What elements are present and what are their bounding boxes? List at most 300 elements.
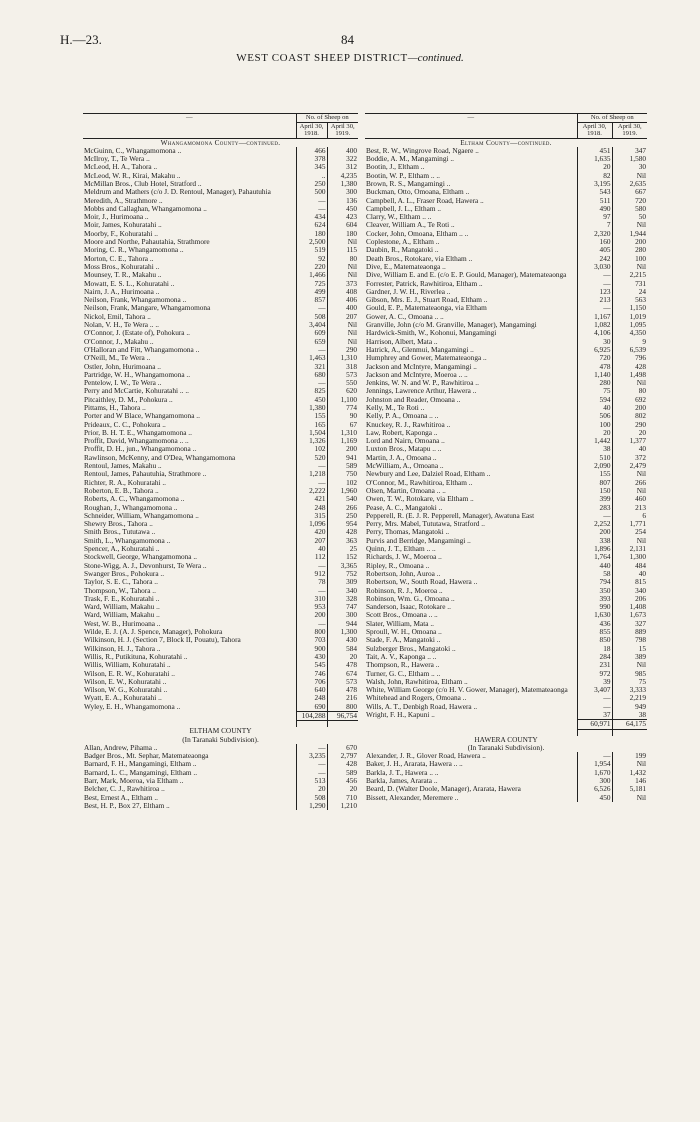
sheep-1919: 15	[612, 645, 647, 653]
owner-name: Pentelow, I. W., Te Wera ..	[84, 379, 162, 388]
sheep-1918: 609	[296, 329, 327, 337]
table-row	[83, 769, 358, 777]
owner-name: Rawlinson, McKenny, and O'Dea, Whangamomona	[84, 453, 236, 462]
table-row	[365, 354, 647, 362]
county-subheading-text: (In Taranaki Subdivision).	[182, 735, 259, 744]
owner-name: Richter, R. A., Kohuratahi ..	[84, 478, 166, 487]
table-row	[83, 172, 358, 180]
owner-name: White, William George (c/o H. V. Gower, Manager), Matemateaonga	[366, 686, 568, 695]
sheep-1919: 40	[612, 570, 647, 578]
sheep-1918: —	[296, 304, 327, 312]
sheep-1918: 478	[577, 363, 612, 371]
table-row	[365, 670, 647, 678]
sheep-1918: 506	[577, 412, 612, 420]
sheep-1919: 389	[612, 653, 647, 661]
table-row	[83, 288, 358, 296]
owner-name: Willis, William, Kohuratahi ..	[84, 661, 171, 670]
sheep-1919: Nil	[612, 537, 647, 545]
sheep-1918: —	[296, 769, 327, 777]
owner-name: Law, Robert, Kaponga ..	[366, 428, 438, 437]
sheep-1919: 6	[612, 512, 647, 520]
sheep-1918: 513	[296, 777, 327, 785]
year-1918-header: April 30, 1918.	[296, 122, 327, 138]
table-row	[83, 213, 358, 221]
table-row	[83, 346, 358, 354]
owner-name: Ripley, R., Omoana ..	[366, 561, 430, 570]
sheep-1918: 972	[577, 670, 612, 678]
sheep-1918: 200	[296, 611, 327, 619]
table-row	[365, 271, 647, 279]
table-row	[365, 628, 647, 636]
sheep-1919: 30	[612, 163, 647, 171]
sheep-1919: Nil	[612, 379, 647, 387]
sheep-1919: 207	[327, 313, 358, 321]
sheep-1919: 589	[327, 462, 358, 470]
owner-name: Barkla, James, Ararata ..	[366, 777, 438, 786]
sheep-1918: 746	[296, 670, 327, 678]
sheep-1919: 430	[327, 636, 358, 644]
sheep-1918: 284	[577, 653, 612, 661]
table-row	[365, 462, 647, 470]
title-main: WEST COAST SHEEP DISTRICT	[236, 52, 408, 64]
page-title	[0, 52, 700, 64]
sheep-1919: 478	[327, 686, 358, 694]
table-row	[365, 587, 647, 595]
sheep-1919: Nil	[327, 238, 358, 246]
table-row	[365, 288, 647, 296]
table-row	[83, 678, 358, 686]
sheep-1918: 20	[577, 163, 612, 171]
sheep-1918: 123	[577, 288, 612, 296]
sheep-1919: 815	[612, 578, 647, 586]
owner-name: Purvis and Berridge, Mangamingi ..	[366, 536, 471, 545]
sheep-1919: 954	[327, 520, 358, 528]
sheep-1918: 543	[577, 188, 612, 196]
sheep-1918: 78	[296, 578, 327, 586]
sheep-1919: 1,169	[327, 437, 358, 445]
table-row	[83, 197, 358, 205]
table-row	[83, 188, 358, 196]
sheep-1919: Nil	[612, 470, 647, 478]
table-row	[83, 379, 358, 387]
sheep-1918: 2,500	[296, 238, 327, 246]
table-row	[365, 661, 647, 669]
sheep-1919: 2,479	[612, 462, 647, 470]
sheep-1918: 1,290	[296, 802, 327, 810]
owner-name: Kelly, M., Te Roti ..	[366, 404, 425, 412]
table-row	[365, 760, 647, 768]
table-row	[83, 504, 358, 512]
sheep-1919: 1,432	[612, 769, 647, 777]
sheep-1919: 206	[612, 595, 647, 603]
sheep-1919: 941	[327, 454, 358, 462]
owner-name: O'Connor, J., Makahu ..	[84, 337, 154, 346]
sheep-1918: 321	[296, 363, 327, 371]
table-row	[365, 371, 647, 379]
sheep-1919: Nil	[612, 794, 647, 802]
owner-name: Spencer, A., Kohuratahi ..	[84, 545, 160, 554]
sheep-1918: 165	[296, 421, 327, 429]
table-row	[365, 238, 647, 246]
table-row	[83, 321, 358, 329]
total-label	[365, 720, 577, 729]
table-row	[83, 429, 358, 437]
sheep-1918: 100	[577, 421, 612, 429]
sheep-1918: 1,140	[577, 371, 612, 379]
owner-name: Gibson, Mrs. E. J., Stuart Road, Eltham ..	[366, 296, 488, 305]
owner-name: Buckman, Otto, Omoana, Eltham ..	[366, 188, 470, 197]
sheep-1918: 490	[577, 205, 612, 213]
sheep-1919: 20	[612, 429, 647, 437]
sheep-count-header: No. of Sheep on	[296, 114, 358, 123]
table-row	[365, 379, 647, 387]
county-subheading	[83, 736, 358, 744]
owner-name: Perry, Thomas, Mangatoki ..	[366, 528, 450, 537]
owner-name: Pease, A. C., Mangatoki ..	[366, 503, 443, 512]
sheep-1919: 290	[612, 421, 647, 429]
sheep-1919: 300	[327, 611, 358, 619]
table-row	[365, 636, 647, 644]
right-column-table	[365, 113, 647, 802]
table-row	[83, 263, 358, 271]
sheep-1918: 1,167	[577, 313, 612, 321]
owner-name: Pittams, H., Tahora ..	[84, 404, 146, 412]
year-1919-header: April 30, 1919.	[612, 122, 647, 138]
sheep-1919: 3,365	[327, 562, 358, 570]
sheep-1919: 400	[327, 147, 358, 155]
sheep-1919: 200	[612, 404, 647, 412]
table-row	[83, 794, 358, 802]
sheep-1919: 312	[327, 163, 358, 171]
owner-name: Hardwick-Smith, W., Kohonui, Mangamingi	[366, 329, 497, 338]
table-row	[83, 587, 358, 595]
sheep-1918: 1,082	[577, 321, 612, 329]
owner-name: Robinson, R. J., Moeroa ..	[366, 586, 443, 595]
sheep-1918: 350	[577, 587, 612, 595]
section-heading-text: Eltham County—continued.	[460, 138, 552, 147]
table-row	[365, 686, 647, 694]
sheep-1919: 1,580	[612, 155, 647, 163]
sheep-1919: 1,310	[327, 354, 358, 362]
sheep-1918: 794	[577, 578, 612, 586]
table-row	[365, 703, 647, 711]
owner-name: Wyatt, E. A., Kohuratahi ..	[84, 694, 162, 703]
sheep-1919: 100	[612, 255, 647, 263]
table-row	[83, 487, 358, 495]
table-row	[83, 412, 358, 420]
sheep-1919: 796	[612, 354, 647, 362]
owner-name: Trask, F. E., Kohuratahi ..	[84, 594, 160, 603]
table-row	[83, 760, 358, 768]
owner-name: Sulzberger Bros., Mangatoki ..	[366, 644, 456, 653]
owner-name: Beard, D. (Walter Doole, Manager), Ararata, Hawera	[366, 785, 521, 794]
sheep-1918: 500	[296, 188, 327, 196]
sheep-1918: 3,235	[296, 752, 327, 760]
sheep-1918: 807	[577, 479, 612, 487]
table-row	[365, 645, 647, 653]
owner-name: Moss Bros., Kohuratahi ..	[84, 262, 160, 271]
sheep-1918: 1,954	[577, 760, 612, 768]
owner-name: Robertson, John, Auroa ..	[366, 569, 441, 578]
sheep-1918: 1,764	[577, 553, 612, 561]
sheep-1918: ..	[296, 172, 327, 180]
owner-name: Pepperell, R. (E. J. R. Pepperell, Manager), Awatuna East	[366, 511, 535, 520]
sheep-1918: —	[296, 744, 327, 752]
page-reference: H.—23.	[60, 32, 102, 47]
owner-name: Dive, E., Matemateaonga ..	[366, 262, 446, 271]
owner-name: Best, Ernest A., Eltham ..	[84, 793, 158, 802]
sheep-1918: 6,526	[577, 785, 612, 793]
sheep-1918: —	[577, 703, 612, 711]
table-row	[83, 537, 358, 545]
sheep-1919: 372	[612, 454, 647, 462]
table-row	[83, 694, 358, 702]
table-row	[83, 437, 358, 445]
table-row	[365, 205, 647, 213]
sheep-1918: 850	[577, 636, 612, 644]
sheep-1919: 589	[327, 769, 358, 777]
sheep-1919: 674	[327, 670, 358, 678]
sheep-1918: 2,320	[577, 230, 612, 238]
sheep-1918: 706	[296, 678, 327, 686]
table-row	[365, 611, 647, 619]
owner-name: Coplestone, A., Eltham ..	[366, 238, 440, 247]
sheep-1919: 1,310	[327, 429, 358, 437]
owner-name: Jackson and McIntyre, Mangamingi ..	[366, 362, 477, 371]
sheep-1919: 798	[612, 636, 647, 644]
sheep-1919: 1,019	[612, 313, 647, 321]
owner-name: Moir, James, Kohuratahi ..	[84, 221, 162, 230]
table-row	[83, 470, 358, 478]
table-row	[83, 155, 358, 163]
sheep-1919: 213	[612, 504, 647, 512]
sheep-1919: 300	[327, 188, 358, 196]
sheep-1918: 508	[296, 313, 327, 321]
owner-name: Slater, William, Mata ..	[366, 619, 434, 628]
table-row	[83, 230, 358, 238]
sheep-1919: 24	[612, 288, 647, 296]
owner-name: Barnard, L. C., Mangamingi, Eltham ..	[84, 768, 198, 777]
sheep-1919: Nil	[327, 271, 358, 279]
total-1918: 104,288	[296, 711, 327, 720]
table-row	[83, 180, 358, 188]
sheep-1919: 50	[612, 213, 647, 221]
sheep-1918: 466	[296, 147, 327, 155]
sheep-1918: 420	[296, 528, 327, 536]
sheep-1919: 478	[327, 661, 358, 669]
left-column-table	[83, 113, 358, 810]
section-heading	[365, 138, 647, 147]
owner-name: Barkla, J. T., Hawera .. ..	[366, 768, 439, 777]
owner-name: Swanger Bros., Pohokura ..	[84, 569, 165, 578]
owner-name: Dive, William E. and E. (c/o E. P. Gould, Manager), Matemateaonga	[366, 271, 567, 280]
sheep-1918: 499	[296, 288, 327, 296]
table-row	[83, 313, 358, 321]
sheep-1918: 18	[577, 645, 612, 653]
total-row	[83, 711, 358, 720]
owner-name: Walsh, John, Rawhitiroa, Eltham ..	[366, 677, 468, 686]
sheep-1919: 327	[612, 620, 647, 628]
sheep-1918: 1,670	[577, 769, 612, 777]
sheep-1918: 102	[296, 445, 327, 453]
sheep-1919: 254	[612, 528, 647, 536]
sheep-1919: 1,960	[327, 487, 358, 495]
sheep-1918: 1,630	[577, 611, 612, 619]
sheep-1918: 1,466	[296, 271, 327, 279]
sheep-1919: 670	[327, 744, 358, 752]
owner-name: Robertson, W., South Road, Hawera ..	[366, 578, 478, 587]
owner-name: McLeod, H. A., Tahora ..	[84, 163, 158, 172]
table-row	[83, 238, 358, 246]
owner-name: Robinson, Wm. G., Omoana ..	[366, 594, 455, 603]
table-row	[365, 304, 647, 312]
sheep-1918: 1,504	[296, 429, 327, 437]
sheep-1918: 4,106	[577, 329, 612, 337]
table-row	[365, 221, 647, 229]
sheep-1918: 220	[296, 263, 327, 271]
sheep-1918: 92	[296, 255, 327, 263]
table-row	[365, 263, 647, 271]
sheep-1918: —	[577, 271, 612, 279]
sheep-1919: 322	[327, 155, 358, 163]
sheep-1919: 180	[327, 230, 358, 238]
owner-name: Nairn, J. A., Hurimoana ..	[84, 287, 160, 296]
owner-name: Best, R. W., Wingrove Road, Ngaere ..	[366, 146, 479, 155]
table-row	[83, 777, 358, 785]
owner-name: Schneider, William, Whangamomona ..	[84, 511, 199, 520]
sheep-1919: 38	[612, 711, 647, 720]
sheep-1918: 825	[296, 387, 327, 395]
owner-name: Bootin, J., Eltham ..	[366, 163, 425, 172]
table-row	[83, 280, 358, 288]
table-row	[365, 172, 647, 180]
sheep-1919: 200	[327, 445, 358, 453]
sheep-1919: 5,181	[612, 785, 647, 793]
sheep-1918: 519	[296, 246, 327, 254]
table-row	[365, 620, 647, 628]
table-row	[365, 487, 647, 495]
owner-name: Bissett, Alexander, Meremere ..	[366, 793, 459, 802]
sheep-1918: 58	[577, 570, 612, 578]
sheep-1918: 855	[577, 628, 612, 636]
owner-name: Partridge, W. H., Whangamomona ..	[84, 370, 191, 379]
sheep-1919: 80	[327, 255, 358, 263]
owner-name: Smith Bros., Tututawa ..	[84, 528, 156, 537]
sheep-1919: 573	[327, 371, 358, 379]
county-heading	[365, 736, 647, 744]
sheep-1919: 2,131	[612, 545, 647, 553]
owner-name: Shewry Bros., Tahora ..	[84, 520, 153, 529]
sheep-1919: Nil	[612, 661, 647, 669]
sheep-1918: —	[296, 346, 327, 354]
sheep-1918: —	[296, 587, 327, 595]
owner-name: Lord and Nairn, Omoana ..	[366, 437, 445, 446]
table-row	[83, 603, 358, 611]
sheep-1918: 280	[577, 379, 612, 387]
owner-name: McWilliam, A., Omoana ..	[366, 462, 444, 471]
sheep-1918: 450	[577, 794, 612, 802]
owner-name: Nolan, V. H., Te Wera .. ..	[84, 321, 159, 330]
owner-name: O'Connor, J. (Estate of), Pohokura ..	[84, 329, 191, 338]
owner-name: McIlroy, T., Te Wera ..	[84, 155, 150, 164]
owner-name: Thompson, W., Tahora ..	[84, 586, 156, 595]
table-row	[83, 462, 358, 470]
sheep-1919: 9	[612, 338, 647, 346]
sheep-1919: 4,235	[327, 172, 358, 180]
total-1919: 96,754	[327, 711, 358, 720]
sheep-1919: Nil	[612, 263, 647, 271]
sheep-1919: Nil	[612, 221, 647, 229]
table-row	[365, 421, 647, 429]
table-row	[365, 504, 647, 512]
sheep-1918: 30	[577, 338, 612, 346]
owner-name: Gould, E. P., Matemateaonga, via Eltham	[366, 304, 487, 313]
sheep-1918: 1,463	[296, 354, 327, 362]
table-row	[365, 537, 647, 545]
sheep-1919: 20	[327, 653, 358, 661]
table-row	[365, 553, 647, 561]
sheep-1919: 136	[327, 197, 358, 205]
sheep-1919: 584	[327, 645, 358, 653]
table-row	[83, 611, 358, 619]
owner-name: Neilson, Frank, Whangamomona ..	[84, 296, 187, 305]
sheep-1919: 75	[612, 678, 647, 686]
sheep-1918: 338	[577, 537, 612, 545]
owner-name: Hatrick, A., Glenmui, Mangamingi ..	[366, 345, 474, 354]
sheep-1919: 340	[612, 587, 647, 595]
table-row	[83, 445, 358, 453]
sheep-1918: 624	[296, 221, 327, 229]
sheep-1919: 720	[612, 197, 647, 205]
sheep-1918: 594	[577, 396, 612, 404]
owner-name: Ward, William, Makahu ..	[84, 611, 160, 620]
sheep-1919: 423	[327, 213, 358, 221]
table-row	[365, 387, 647, 395]
table-row	[83, 329, 358, 337]
sheep-1919: 428	[327, 528, 358, 536]
sheep-1918: 393	[577, 595, 612, 603]
owner-name: Cocker, John, Omoana, Eltham .. ..	[366, 229, 469, 238]
table-row	[83, 163, 358, 171]
table-row	[365, 479, 647, 487]
sheep-1918: 310	[296, 595, 327, 603]
owner-name: Forrester, Patrick, Rawhitiroa, Eltham ..	[366, 279, 483, 288]
owner-name: Olsen, Martin, Omoana .. ..	[366, 486, 446, 495]
sheep-1918: 451	[577, 147, 612, 155]
sheep-1918: 430	[296, 653, 327, 661]
owner-name: Sanderson, Isaac, Rotokare ..	[366, 603, 451, 612]
table-row	[83, 363, 358, 371]
table-row	[83, 304, 358, 312]
owner-name: Thompson, R., Hawera ..	[366, 661, 440, 670]
sheep-1919: 199	[612, 752, 647, 760]
owner-name: Neilson, Frank, Mangare, Whangamomona	[84, 304, 211, 313]
sheep-1918: 248	[296, 694, 327, 702]
sheep-1918: —	[577, 752, 612, 760]
table-row	[365, 653, 647, 661]
sheep-1919: 747	[327, 603, 358, 611]
sheep-1919: 580	[612, 205, 647, 213]
sheep-1918: 659	[296, 338, 327, 346]
sheep-1919: 2,797	[327, 752, 358, 760]
owner-name: Granville, John (c/o M. Granville, Manager), Mangamingi	[366, 321, 537, 330]
owner-name: Stockwell, George, Whangamomona ..	[84, 553, 198, 562]
owner-name: Mounsey, T. R., Makahu ..	[84, 271, 162, 280]
owner-name: Roughan, J., Whangamomona ..	[84, 503, 178, 512]
sheep-1919: 1,380	[327, 180, 358, 188]
sheep-1918: 640	[296, 686, 327, 694]
sheep-1919: 1,944	[612, 230, 647, 238]
